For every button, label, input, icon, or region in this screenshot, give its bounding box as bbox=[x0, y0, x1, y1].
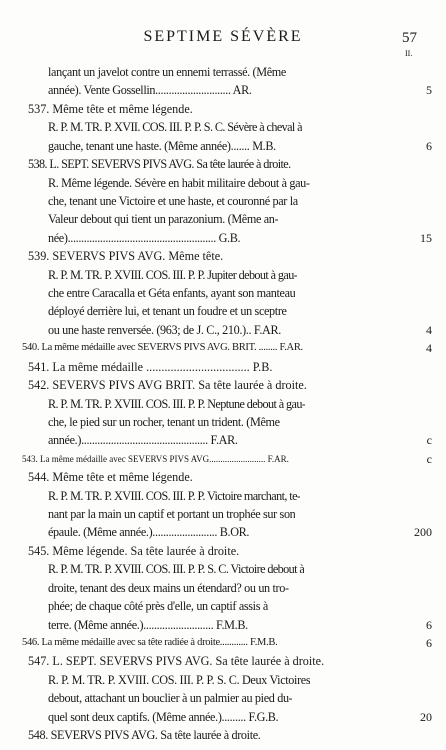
text-line bbox=[0, 321, 446, 339]
margin-number: 6 bbox=[426, 617, 432, 632]
line-text: 537. Même tête et même légende. bbox=[28, 101, 193, 116]
line-text: 540. La même médaille avec SEVERVS PIVS AVG. BRIT. ........ F.AR. bbox=[22, 342, 303, 354]
text-line bbox=[0, 210, 446, 228]
line-text: déployé derrière lui, et tenant un foudre et un sceptre bbox=[48, 304, 287, 319]
line-text: 546. La même médaille avec sa tête radiée à droite............ F.M.B. bbox=[22, 636, 278, 648]
margin-number: 15 bbox=[420, 230, 432, 245]
line-text: che entre Caracalla et Géta enfants, ayant son manteau bbox=[48, 286, 296, 300]
text-line bbox=[0, 579, 446, 597]
text-line bbox=[0, 487, 446, 505]
text-line bbox=[0, 247, 446, 265]
text-line bbox=[0, 302, 446, 320]
page-sub-number: II. bbox=[405, 49, 413, 58]
line-text: R. P. M. TR. P. XVIII. COS. III. P. P. Victoire marchant, te- bbox=[48, 488, 301, 503]
text-line bbox=[0, 431, 446, 449]
margin-number: 200 bbox=[414, 525, 432, 540]
text-line bbox=[0, 708, 446, 726]
text-line bbox=[0, 81, 446, 99]
text-line bbox=[0, 192, 446, 210]
text-line bbox=[0, 450, 446, 468]
text-line bbox=[0, 413, 446, 431]
text-line bbox=[0, 726, 446, 744]
line-text: 542. SEVERVS PIVS AVG BRIT. Sa tête laurée à droite. bbox=[28, 378, 307, 393]
line-text: gauche, tenant une haste. (Même année)....... M.B. bbox=[48, 138, 276, 153]
text-line bbox=[0, 174, 446, 192]
line-text: droite, tenant des deux mains un étendard? ou un tro- bbox=[48, 580, 289, 595]
line-text: 538. L. SEPT. SEVERVS PIVS AVG. Sa tête laurée à droite. bbox=[28, 157, 291, 172]
line-text: phée; de chaque côté près d'elle, un captif assis à bbox=[48, 599, 268, 614]
margin-number: 5 bbox=[426, 83, 432, 98]
running-head: SEPTIME SÉVÈRE bbox=[143, 28, 303, 45]
line-text: che, tenant une Victoire et une haste, et couronné par la bbox=[48, 193, 298, 208]
text-line bbox=[0, 689, 446, 707]
text-line bbox=[0, 634, 446, 652]
text-line bbox=[0, 339, 446, 357]
text-line bbox=[0, 671, 446, 689]
margin-number: 20 bbox=[420, 709, 432, 724]
text-line bbox=[0, 63, 446, 81]
line-text: année). Vente Gossellin............................ AR. bbox=[48, 83, 252, 98]
line-text: 548. SEVERVS PIVS AVG. Sa tête laurée à droite. bbox=[28, 728, 261, 742]
text-line bbox=[0, 523, 446, 541]
margin-number: c bbox=[426, 433, 432, 448]
line-text: 545. Même légende. Sa tête laurée à droite. bbox=[28, 543, 240, 558]
line-text: Valeur debout qui tient un parazonium. (Même an- bbox=[48, 212, 279, 227]
text-line bbox=[0, 137, 446, 155]
margin-number: 4 bbox=[426, 322, 432, 337]
line-text: 547. L. SEPT. SEVERVS PIVS AVG. Sa tête laurée à droite. bbox=[28, 654, 325, 669]
text-line bbox=[0, 358, 446, 376]
line-text: terre. (Même année.).......................... F.M.B. bbox=[48, 617, 248, 632]
margin-number: c bbox=[426, 451, 432, 466]
line-text: épaule. (Même année.)........................ B.OR. bbox=[48, 525, 250, 540]
text-line bbox=[0, 505, 446, 523]
text-line bbox=[0, 229, 446, 247]
text-line bbox=[0, 395, 446, 413]
margin-number: 6 bbox=[426, 138, 432, 153]
page-number: 57 bbox=[402, 30, 417, 46]
text-line bbox=[0, 560, 446, 578]
line-text: née)....................................................... G.B. bbox=[48, 230, 241, 245]
text-line bbox=[0, 597, 446, 615]
text-line bbox=[0, 284, 446, 302]
line-text: che, le pied sur un rocher, tenant un trident. (Même bbox=[48, 414, 280, 429]
line-text: 541. La même médaille .................................. P.B. bbox=[28, 359, 273, 374]
text-line bbox=[0, 468, 446, 486]
text-line bbox=[0, 652, 446, 670]
margin-number: 6 bbox=[426, 635, 432, 650]
text-line bbox=[0, 155, 446, 173]
line-text: lançant un javelot contre un ennemi terrassé. (Même bbox=[48, 65, 286, 79]
line-text: R. P. M. TR. P. XVIII. COS. III. P. P. S. C. Victoire debout à bbox=[48, 562, 305, 577]
text-line bbox=[0, 542, 446, 560]
line-text: nant par la main un captif et portant un trophée sur son bbox=[48, 507, 296, 521]
line-text: 539. SEVERVS PIVS AVG. Même tête. bbox=[28, 249, 224, 264]
line-text: quel sont deux captifs. (Même année.)......... F.G.B. bbox=[48, 709, 279, 724]
line-text: R. Même légende. Sévère en habit militaire debout à gau- bbox=[48, 175, 310, 190]
line-text: 544. Même tête et même légende. bbox=[28, 470, 193, 485]
line-text: R. P. M. TR. P. XVIII. COS. III. P. P. Neptune debout à gau- bbox=[48, 396, 306, 411]
text-line bbox=[0, 100, 446, 118]
line-text: R. P. M. TR. P. XVIII. COS. III. P. P. S. C. Deux Victoires bbox=[48, 672, 311, 687]
line-text: R. P. M. TR. P. XVIII. COS. III. P. P. Jupiter debout à gau- bbox=[48, 267, 298, 282]
line-text: année.)............................................... F.AR. bbox=[48, 433, 238, 448]
text-line bbox=[0, 118, 446, 136]
line-text: R. P. M. TR. P. XVII. COS. III. P. P. S. C. Sévère à cheval à bbox=[48, 120, 302, 135]
text-line bbox=[0, 266, 446, 284]
line-text: 543. La même médaille avec SEVERVS PIVS AVG......................... F.AR. bbox=[22, 453, 289, 464]
margin-number: 4 bbox=[426, 341, 432, 356]
text-line bbox=[0, 616, 446, 634]
line-text: debout, attachant un bouclier à un palmier au pied du- bbox=[48, 691, 293, 706]
line-text: ou une haste renversée. (963; de J. C., 210.).. F.AR. bbox=[48, 322, 281, 337]
text-line bbox=[0, 376, 446, 394]
